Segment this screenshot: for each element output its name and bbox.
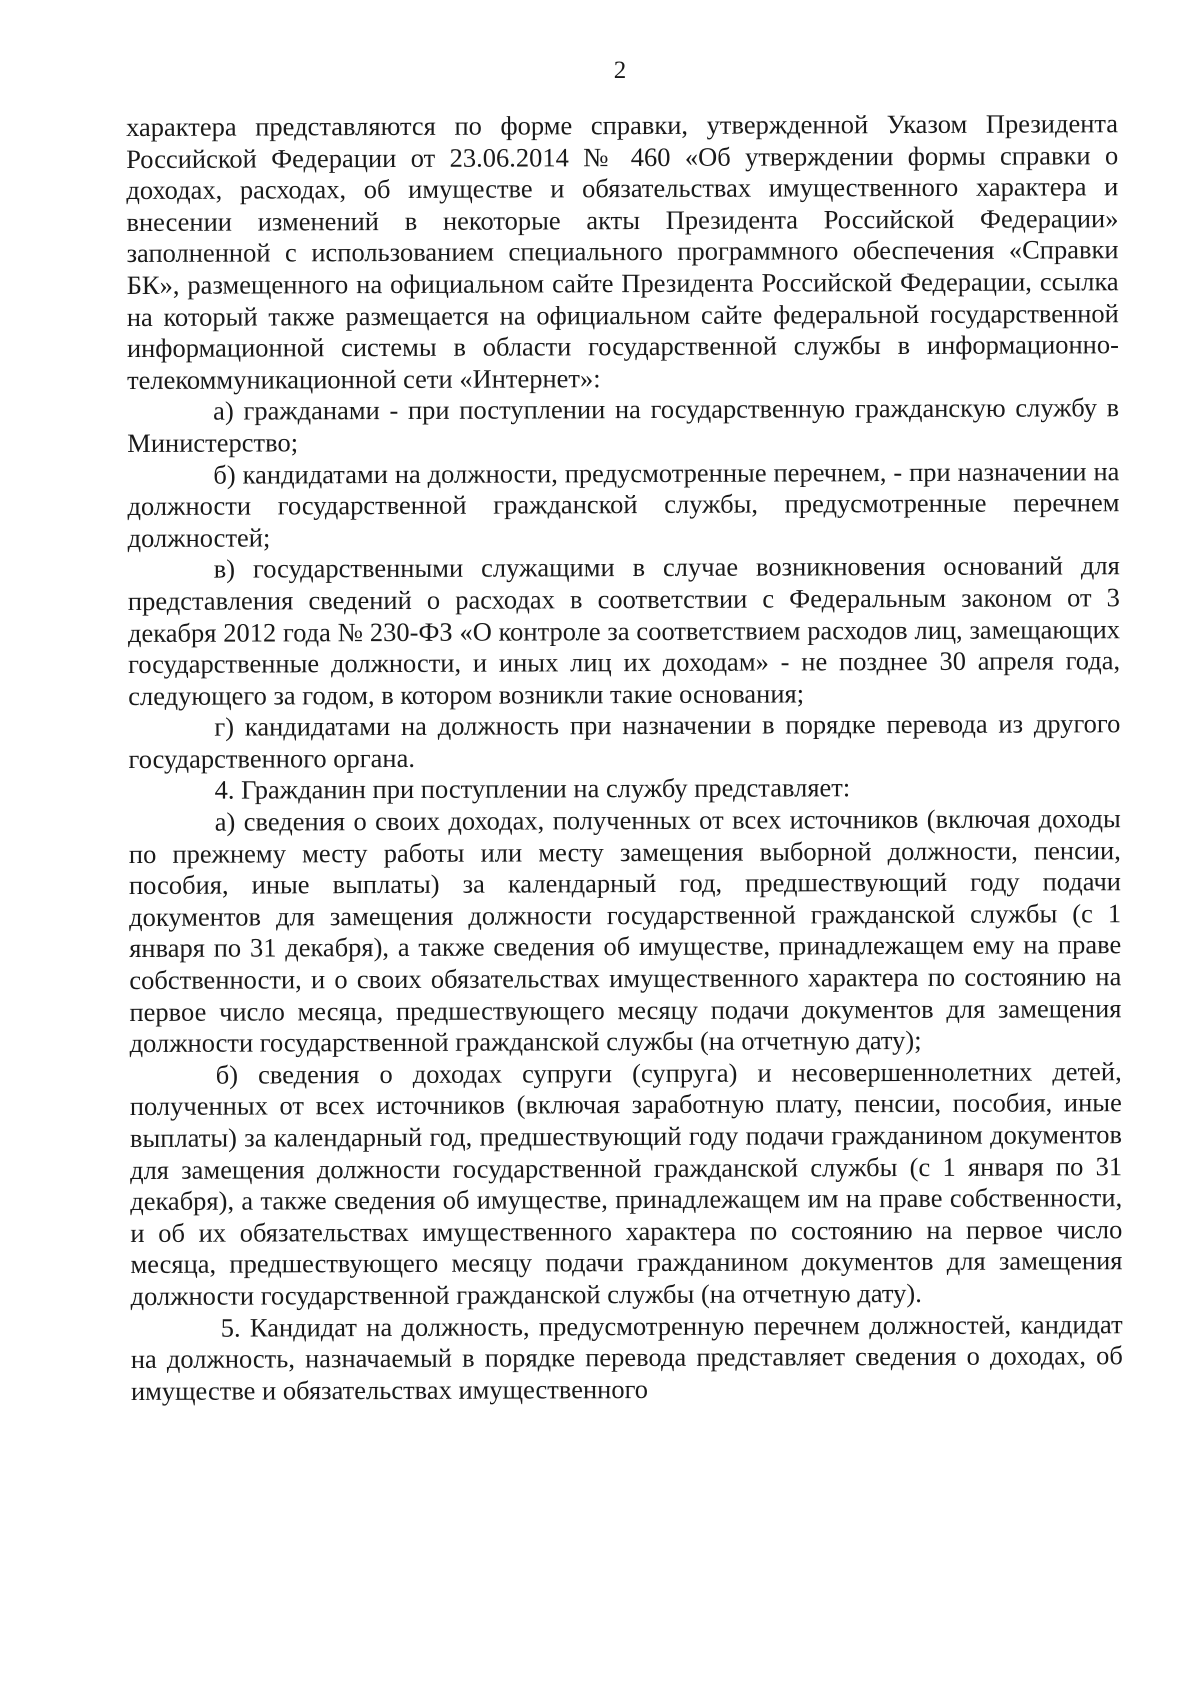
paragraph-section-4: 4. Гражданин при поступлении на службу представляет: [214, 772, 851, 806]
paragraph-section-4-item-a: а) сведения о своих доходах, полученных от всех источников (включая доходы по прежнему месту работы или месту замещения выборной должности, пенсии, пособия, иные выплаты) за календарный год, предшествующий году подачи документов для замещения должности государственной гражданской службы (с 1 января по 31 декабря), а также сведения об имуществе, принадлежащем ему на праве собственности, и о своих обязательствах имущественного характера по состоянию на первое число месяца, предшествующего месяцу подачи документов для замещения должности государственной гражданской службы (на отчетную дату); [128, 803, 1122, 1059]
paragraph-item-a-citizens: а) гражданами - при поступлении на государственную гражданскую службу в Министерство; [127, 392, 1120, 458]
paragraph-item-b-candidates: б) кандидатами на должности, предусмотренные перечнем, - при назначении на должности государственной гражданской службы, предусмотренные перечнем должностей; [127, 455, 1120, 553]
page-number: 2 [613, 57, 627, 84]
document-body [126, 108, 1123, 1407]
paragraph-section-5: 5. Кандидат на должность, предусмотренную перечнем должностей, кандидат на должность, назначаемый в порядке перевода представляет сведения о доходах, об имуществе и обязательствах имущественного [130, 1308, 1123, 1406]
paragraph-item-g-transfer: г) кандидатами на должность при назначении в порядке перевода из другого государственного органа. [128, 708, 1121, 774]
paragraph-item-v-civil-servants: в) государственными служащими в случае возникновения оснований для представления сведений о расходах в соответствии с Федеральным законом от 3 декабря 2012 года № 230-ФЗ «О контроле за соответствием расходов лиц, замещающих государственные должности, и иных лиц их доходам» - не позднее 30 апреля года, следующего за годом, в котором возникли такие основания; [127, 550, 1121, 711]
paragraph-continuation: характера представляются по форме справки, утвержденной Указом Президента Российской Федерации от 23.06.2014 № 460 «Об утверждении формы справки о доходах, расходах, об имуществе и обязательствах имущественного характера и внесении изменений в некоторые акты Президента Российской Федерации» заполненной с использованием специального программного обеспечения «Справки БК», размещенного на официальном сайте Президента Российской Федерации, ссылка на который также размещается на официальном сайте федеральной государственной информационной системы в области государственной службы в информационно-телекоммуникационной сети «Интернет»: [126, 108, 1119, 395]
paragraph-section-4-item-b: б) сведения о доходах супруги (супруга) и несовершеннолетних детей, полученных от всех источников (включая заработную плату, пенсии, пособия, иные выплаты) за календарный год, предшествующий году подачи гражданином документов для замещения должности государственной гражданской службы (с 1 января по 31 декабря), а также сведения об имуществе, принадлежащем им на праве собственности, и об их обязательствах имущественного характера по состоянию на первое число месяца, предшествующего месяцу подачи гражданином документов для замещения должности государственной гражданской службы (на отчетную дату). [129, 1055, 1123, 1311]
